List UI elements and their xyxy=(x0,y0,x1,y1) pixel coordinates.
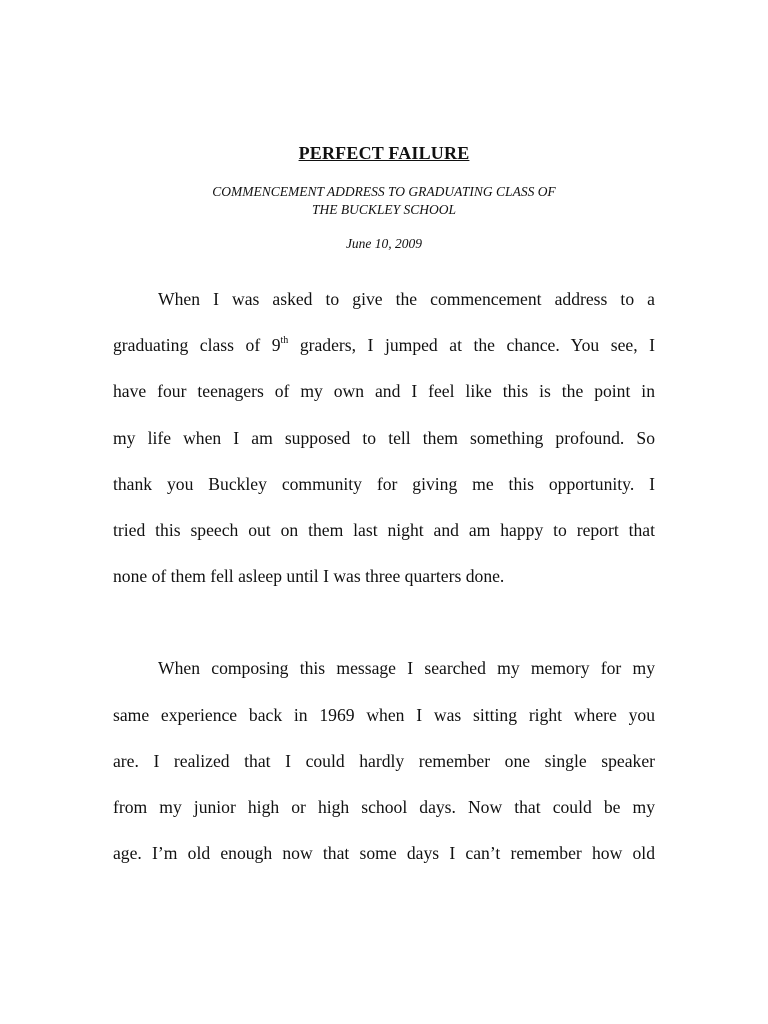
paragraph-line: my life when I am supposed to tell them something profound. So xyxy=(113,428,655,448)
paragraph-line: none of them fell asleep until I was three quarters done. xyxy=(113,566,505,586)
paragraph-line: from my junior high or high school days. Now that could be my xyxy=(113,797,655,817)
paragraph-line: age. I’m old enough now that some days I can’t remember how old xyxy=(113,843,655,863)
paragraph-line: same experience back in 1969 when I was sitting right where you xyxy=(113,705,655,725)
subtitle-line-2: THE BUCKLEY SCHOOL xyxy=(311,202,457,217)
line-text: graders, I jumped at the chance. You see, I xyxy=(288,335,655,355)
ordinal-suffix: th xyxy=(280,335,289,346)
document-date: June 10, 2009 xyxy=(345,236,423,251)
subtitle-line-1: COMMENCEMENT ADDRESS TO GRADUATING CLASS OF xyxy=(212,184,556,199)
document-title: PERFECT FAILURE xyxy=(298,143,470,163)
paragraph-line: have four teenagers of my own and I feel like this is the point in xyxy=(113,381,655,401)
paragraph-line: When I was asked to give the commencement address to a xyxy=(158,289,655,309)
paragraph-line: When composing this message I searched my memory for my xyxy=(158,658,655,678)
line-text: graduating class of 9 xyxy=(113,335,281,355)
paragraph-line: are. I realized that I could hardly remember one single speaker xyxy=(113,751,655,771)
paragraph-line: thank you Buckley community for giving me this opportunity. I xyxy=(113,474,655,494)
paragraph-line: tried this speech out on them last night and am happy to report that xyxy=(113,520,655,540)
paragraph-line xyxy=(113,334,655,356)
